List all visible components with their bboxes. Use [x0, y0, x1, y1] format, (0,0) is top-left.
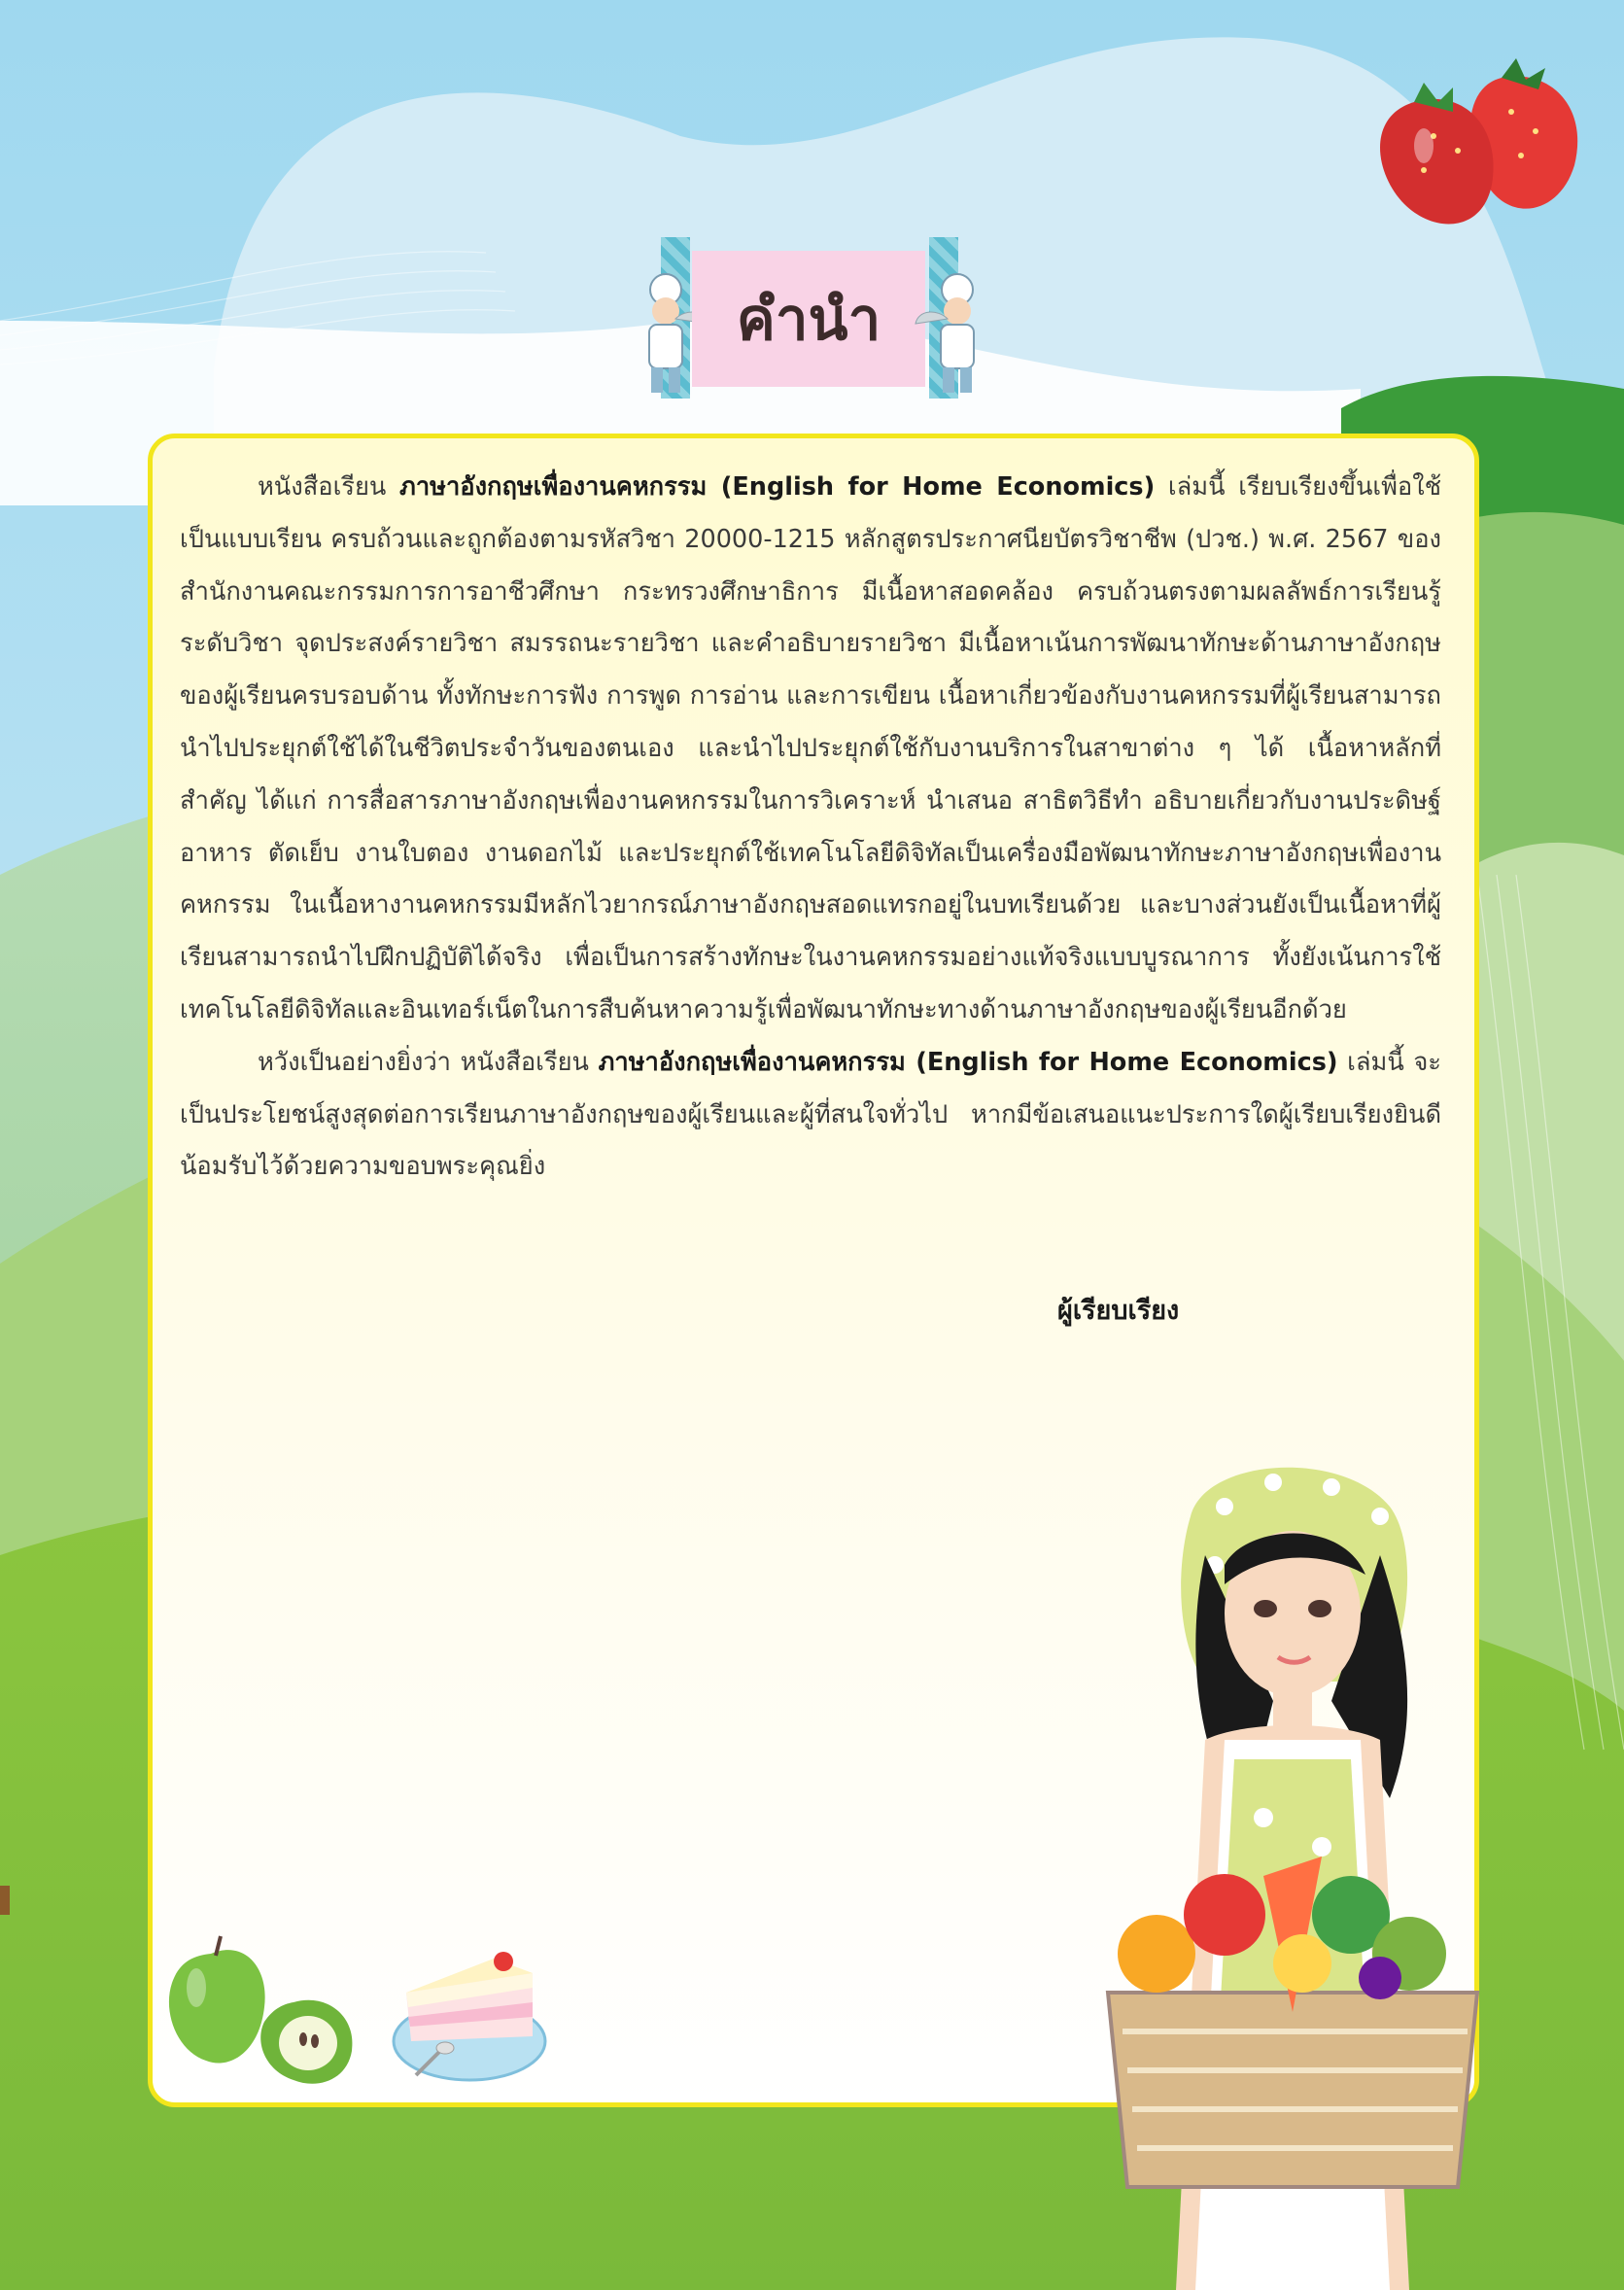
page-title: คำนำ	[736, 285, 881, 354]
paragraph-text: เล่มนี้ เรียบเรียงขึ้นเพื่อใช้เป็นแบบเรียน ครบถ้วนและถูกต้องตามรหัสวิชา 20000-1215 หลักสูตรประกาศนียบัตรวิชาชีพ (ปวช.) พ.ศ. 2567 ของสำนักงานคณะกรรมการการอาชีวศึกษา กระทรวงศึกษาธิการ มีเนื้อหาสอดคล้อง ครบถ้วนตรงตามผลลัพธ์การเรียนรู้ระดับวิชา จุดประสงค์รายวิชา สมรรถนะรายวิชา และคำอธิบายรายวิชา มีเนื้อหาเน้นการพัฒนาทักษะด้านภาษาอังกฤษของผู้เรียนครบรอบด้าน ทั้งทักษะการฟัง การพูด การอ่าน และการเขียน เนื้อหาเกี่ยวข้องกับงานคหกรรมที่ผู้เรียนสามารถนำไปประยุกต์ใช้ได้ในชีวิตประจำวันของตนเอง และนำไปประยุกต์ใช้กับงานบริการในสาขาต่าง ๆ ได้ เนื้อหาหลักที่สำคัญ ได้แก่ การสื่อสารภาษาอังกฤษเพื่องานคหกรรมในการวิเคราะห์ นำเสนอ สาธิตวิธีทำ อธิบายเกี่ยวกับงานประดิษฐ์ อาหาร ตัดเย็บ งานใบตอง งานดอกไม้ และประยุกต์ใช้เทคโนโลยีดิจิทัลเป็นเครื่องมือพัฒนาทักษะภาษาอังกฤษเพื่องานคหกรรม ในเนื้อหางานคหกรรมมีหลักไวยากรณ์ภาษาอังกฤษสอดแทรกอยู่ในบทเรียนด้วย และบางส่วนยังเป็นเนื้อหาที่ผู้เรียนสามารถนำไปฝึกปฏิบัติได้จริง เพื่อเป็นการสร้างทักษะในงานคหกรรมอย่างแท้จริงแบบบูรณาการ ทั้งยังเน้นการใช้เทคโนโลยีดิจิทัลและอินเทอร์เน็ตในการสืบค้นหาความรู้เพื่อพัฒนาทักษะทางด้านภาษาอังกฤษของผู้เรียนอีกด้วย	[180, 472, 1441, 1024]
author-signature: ผู้เรียบเรียง	[1057, 1296, 1180, 1326]
preface-body	[180, 462, 1441, 1194]
preface-paragraph	[180, 1037, 1441, 1194]
chef-icon	[914, 270, 1001, 397]
preface-paragraph	[180, 462, 1441, 1037]
girl-with-vegetable-basket	[1098, 1448, 1487, 2290]
strawberry-icon	[1356, 58, 1589, 233]
book-title: ภาษาอังกฤษเพื่องานคหกรรม (English for Home Economics)	[399, 472, 1156, 502]
book-title: ภาษาอังกฤษเพื่องานคหกรรม (English for Home Economics)	[598, 1047, 1338, 1077]
paragraph-lead: หวังเป็นอย่างยิ่งว่า หนังสือเรียน	[258, 1047, 599, 1077]
paragraph-lead: หนังสือเรียน	[258, 472, 400, 502]
title-banner	[692, 251, 925, 387]
cake-slice-icon	[387, 1934, 552, 2090]
paragraph-text: เล่มนี้ จะเป็นประโยชน์สูงสุดต่อการเรียนภาษาอังกฤษของผู้เรียนและผู้ที่สนใจทั่วไป หากมีข้อเสนอแนะประการใดผู้เรียบเรียงยินดีน้อมรับไว้ด้วยความขอบพระคุณยิ่ง	[180, 1047, 1442, 1182]
green-apple-icon	[157, 1934, 362, 2090]
